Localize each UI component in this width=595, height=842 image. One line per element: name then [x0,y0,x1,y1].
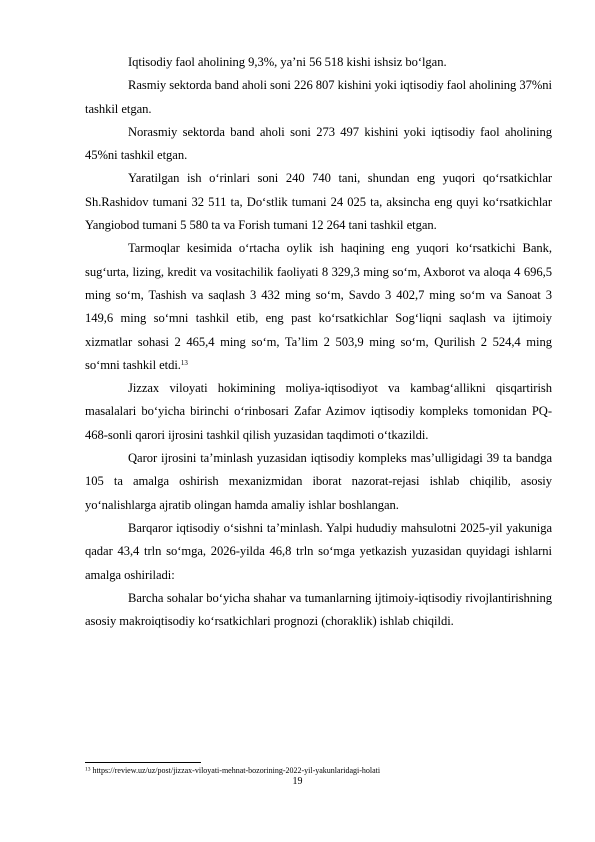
paragraph-control-plan: Qaror ijrosini ta’minlash yuzasidan iqtisodiy kompleks mas’ulligidagi 39 ta bandga 105 ta amalga oshirish mexanizmidan iborat nazorat-rejasi ishlab chiqilib, asosiy yo‘nalishlarga ajratib olingan hamda amaliy ishlar boshlangan. [85,451,552,512]
footnote-marker: 13 [85,766,91,773]
body-text [85,51,552,633]
footnote [85,766,552,776]
paragraph-unemployment: Iqtisodiy faol aholining 9,3%, ya’ni 56 518 kishi ishsiz bo‘lgan. [128,55,447,69]
paragraph-formal-sector: Rasmiy sektorda band aholi soni 226 807 kishini yoki iqtisodiy faol aholining 37%ni tashkil etgan. [85,78,553,116]
paragraph-forecast: Barcha sohalar bo‘yicha shahar va tumanlarning ijtimoiy-iqtisodiy rivojlantirishning asosiy makroiqtisodiy ko‘rsatkichlari prognozi (choraklik) ishlab chiqildi. [85,590,552,629]
footnote-link[interactable]: https://review.uz/uz/post/jizzax-viloyati-mehnat-bozorining-2022-yil-yakunlaridagi-holati [92,766,381,775]
paragraph-informal-sector: Norasmiy sektorda band aholi soni 273 497 kishini yoki iqtisodiy faol aholining 45%ni tashkil etgan. [85,124,552,163]
paragraph-average-salary-text: Tarmoqlar kesimida o‘rtacha oylik ish haqining eng yuqori ko‘rsatkichi Bank, sug‘urta, lizing, kredit va vositachilik faoliyati 8 329,3 ming so‘m, Axborot va aloqa 4 696,5 ming so‘m, Tashish va saqlash 3 432 ming so‘m, Savdo 3 402,7 ming so‘m va Sanoat 3 149,6 ming so‘mni tashkil etib, eng past ko‘rsatkichlar Sog‘liqni saqlash va ijtimoiy xizmatlar sohasi 2 465,4 ming so‘m, Ta’lim 2 503,9 ming so‘m, Qurilish 2 524,4 ming so‘mni tashkil etdi. [85,241,552,372]
page-number: 19 [292,776,303,787]
paragraph-presentation: Jizzax viloyati hokimining moliya-iqtisodiyot va kambag‘allikni qisqartirish masalalari bo‘yicha birinchi o‘rinbosari Zafar Azimov iqtisodiy kompleks tomonidan PQ-468-sonli qarori ijrosini tashkil qilish yuzasidan taqdimoti o‘tkazildi. [85,381,552,442]
paragraph-economic-growth: Barqaror iqtisodiy o‘sishni ta’minlash. Yalpi hududiy mahsulotni 2025-yil yakuniga qadar 43,4 trln so‘mga, 2026-yilda 46,8 trln so‘mga yetkazish yuzasidan quyidagi ishlarni amalga oshiriladi: [85,520,552,582]
paragraph-average-salary [85,237,552,377]
footnote-reference[interactable]: 13 [180,358,188,367]
paragraph-jobs-created: Yaratilgan ish o‘rinlari soni 240 740 tani, shundan eng yuqori qo‘rsatkichlar Sh.Rashidov tumani 32 511 ta, Do‘stlik tumani 24 025 ta, aksincha eng quyi ko‘rsatkichlar Yangiobod tumani 5 580 ta va Forish tumani 12 264 tani tashkil etgan. [85,171,552,233]
footnote-divider [85,762,201,763]
